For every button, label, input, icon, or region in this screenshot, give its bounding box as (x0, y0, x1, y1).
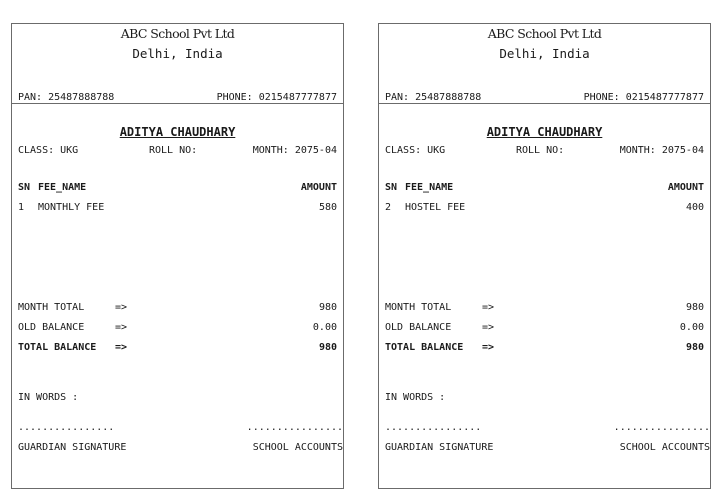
student-name: ADITYA CHAUDHARY (119, 125, 236, 139)
old-balance-arrow: => (115, 322, 128, 333)
guardian-signature-label: GUARDIAN SIGNATURE (385, 442, 494, 453)
accounts-signature-line: ................ (246, 422, 343, 433)
fee-item-sn: 1 (18, 202, 25, 213)
col-amount-header: AMOUNT (300, 182, 337, 193)
phone-number: PHONE: 0215487777877 (583, 92, 704, 103)
col-amount-header: AMOUNT (667, 182, 704, 193)
old-balance-label: OLD BALANCE (385, 322, 452, 333)
old-balance-value: 0.00 (312, 322, 337, 333)
student-name: ADITYA CHAUDHARY (486, 125, 603, 139)
roll-number-label: ROLL NO: (516, 145, 565, 156)
old-balance-value: 0.00 (679, 322, 704, 333)
month-total-arrow: => (115, 302, 128, 313)
class-label: CLASS: UKG (385, 145, 446, 156)
month-total-arrow: => (482, 302, 495, 313)
col-fee-name-header: FEE_NAME (405, 182, 454, 193)
school-city: Delhi, India (132, 46, 223, 61)
total-balance-arrow: => (482, 342, 495, 353)
total-balance-value: 980 (318, 342, 337, 353)
col-sn-header: SN (385, 182, 398, 193)
old-balance-label: OLD BALANCE (18, 322, 85, 333)
phone-number: PHONE: 0215487777877 (216, 92, 337, 103)
col-sn-header: SN (18, 182, 31, 193)
col-fee-name-header: FEE_NAME (38, 182, 87, 193)
class-label: CLASS: UKG (18, 145, 79, 156)
month-total-value: 980 (685, 302, 704, 313)
guardian-signature-label: GUARDIAN SIGNATURE (18, 442, 127, 453)
total-balance-value: 980 (685, 342, 704, 353)
total-balance-label: TOTAL BALANCE (385, 342, 464, 353)
school-name: ABC School Pvt Ltd (487, 26, 602, 41)
header-divider (12, 103, 343, 104)
in-words-label: IN WORDS : (18, 392, 79, 403)
month-label: MONTH: 2075-04 (619, 145, 704, 156)
fee-receipt-right (378, 23, 711, 489)
school-accounts-label: SCHOOL ACCOUNTS (619, 442, 710, 453)
fee-item-name: MONTHLY FEE (38, 202, 105, 213)
accounts-signature-line: ................ (613, 422, 710, 433)
guardian-signature-line: ................ (385, 422, 482, 433)
month-total-value: 980 (318, 302, 337, 313)
school-city: Delhi, India (499, 46, 590, 61)
guardian-signature-line: ................ (18, 422, 115, 433)
old-balance-arrow: => (482, 322, 495, 333)
fee-item-name: HOSTEL FEE (405, 202, 466, 213)
header-divider (379, 103, 710, 104)
total-balance-arrow: => (115, 342, 128, 353)
month-total-label: MONTH TOTAL (385, 302, 452, 313)
school-accounts-label: SCHOOL ACCOUNTS (252, 442, 343, 453)
roll-number-label: ROLL NO: (149, 145, 198, 156)
total-balance-label: TOTAL BALANCE (18, 342, 97, 353)
in-words-label: IN WORDS : (385, 392, 446, 403)
fee-item-amount: 400 (685, 202, 704, 213)
month-label: MONTH: 2075-04 (252, 145, 337, 156)
month-total-label: MONTH TOTAL (18, 302, 85, 313)
pan-number: PAN: 25487888788 (385, 92, 482, 103)
fee-item-amount: 580 (318, 202, 337, 213)
fee-item-sn: 2 (385, 202, 392, 213)
pan-number: PAN: 25487888788 (18, 92, 115, 103)
fee-receipt-left (11, 23, 344, 489)
school-name: ABC School Pvt Ltd (120, 26, 235, 41)
